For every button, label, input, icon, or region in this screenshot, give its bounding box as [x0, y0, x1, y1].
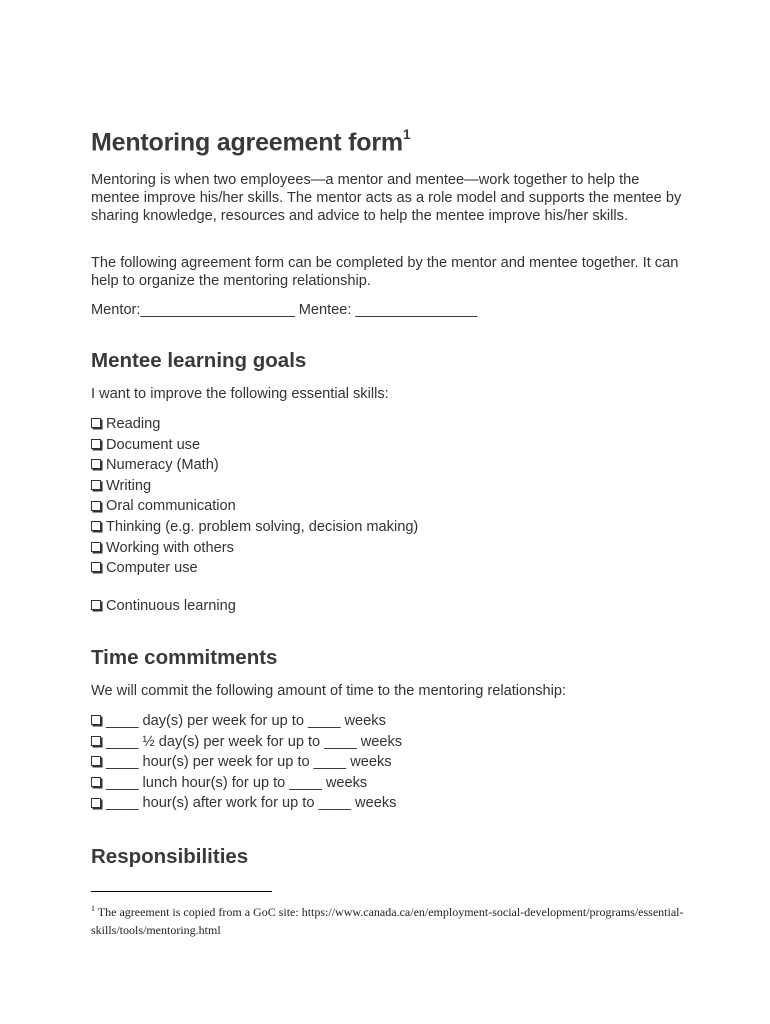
title-footnote-mark[interactable]: 1: [402, 126, 411, 142]
checkbox-icon[interactable]: [91, 798, 101, 808]
checkbox-icon[interactable]: [91, 756, 101, 766]
goal-item[interactable]: [91, 496, 418, 517]
goals-heading: Mentee learning goals: [91, 349, 307, 372]
checkbox-icon[interactable]: [91, 459, 101, 469]
checkbox-icon[interactable]: [91, 715, 101, 725]
checkbox-icon[interactable]: [91, 501, 101, 511]
time-item[interactable]: [91, 711, 402, 732]
checkbox-icon[interactable]: [91, 600, 101, 610]
goal-item[interactable]: [91, 435, 418, 456]
goals-lead: I want to improve the following essential skills:: [91, 386, 389, 402]
checkbox-icon[interactable]: [91, 480, 101, 490]
goal-label: Thinking (e.g. problem solving, decision making): [106, 518, 419, 535]
time-label: ____ hour(s) after work for up to ____ weeks: [106, 795, 397, 812]
checkbox-icon[interactable]: [91, 418, 101, 428]
footnote-divider: [91, 891, 272, 892]
goal-item[interactable]: [91, 558, 418, 579]
time-label: ____ hour(s) per week for up to ____ weeks: [106, 754, 392, 771]
goal-item[interactable]: [91, 476, 418, 497]
goal-label: Oral communication: [106, 498, 236, 515]
goal-item[interactable]: [91, 538, 418, 559]
time-checklist: [91, 711, 402, 814]
time-item[interactable]: [91, 793, 402, 814]
goal-label: Continuous learning: [106, 598, 236, 614]
goal-label: Working with others: [106, 539, 234, 556]
goal-item[interactable]: [91, 414, 418, 435]
time-label: ____ day(s) per week for up to ____ weeks: [106, 713, 386, 729]
goal-item-continuous-learning[interactable]: [91, 596, 236, 616]
goal-label: Reading: [106, 416, 161, 432]
checkbox-icon[interactable]: [91, 439, 101, 449]
footnote: [91, 900, 691, 939]
time-item[interactable]: [91, 752, 402, 773]
checkbox-icon[interactable]: [91, 521, 101, 531]
time-item[interactable]: [91, 773, 402, 794]
goal-label: Computer use: [106, 560, 198, 577]
responsibilities-heading: Responsibilities: [91, 845, 249, 868]
checkbox-icon[interactable]: [91, 542, 101, 552]
page-title: [91, 128, 411, 157]
goal-item[interactable]: [91, 455, 418, 476]
footnote-mark: 1: [91, 904, 95, 913]
time-label: ____ ½ day(s) per week for up to ____ weeks: [106, 733, 403, 750]
goal-item[interactable]: [91, 517, 418, 538]
checkbox-icon[interactable]: [91, 777, 101, 787]
time-lead: We will commit the following amount of time to the mentoring relationship:: [91, 683, 567, 699]
checkbox-icon[interactable]: [91, 736, 101, 746]
checkbox-icon[interactable]: [91, 562, 101, 572]
time-label: ____ lunch hour(s) for up to ____ weeks: [106, 774, 368, 791]
time-item[interactable]: [91, 732, 402, 753]
names-line: Mentor:___________________ Mentee: _______________: [91, 302, 478, 318]
intro-paragraph-2: The following agreement form can be completed by the mentor and mentee together. It can help to organize the mentoring relationship.: [91, 255, 679, 289]
title-text: Mentoring agreement form: [91, 128, 403, 157]
intro-paragraph: Mentoring is when two employees—a mentor and mentee—work together to help the mentee improve his/her skills. The mentor acts as a role model and supports the mentee by sharing knowledge, resources and advice to help the mentee improve his/her skills.: [91, 172, 682, 224]
goal-label: Document use: [106, 436, 201, 453]
goal-label: Writing: [106, 477, 152, 494]
goal-label: Numeracy (Math): [106, 457, 219, 474]
goals-checklist: [91, 414, 418, 579]
time-heading: Time commitments: [91, 646, 278, 669]
footnote-text[interactable]: The agreement is copied from a GoC site: https://www.canada.ca/en/employment-social-development/programs/essential-skills/tools/mentoring.html: [91, 905, 684, 937]
